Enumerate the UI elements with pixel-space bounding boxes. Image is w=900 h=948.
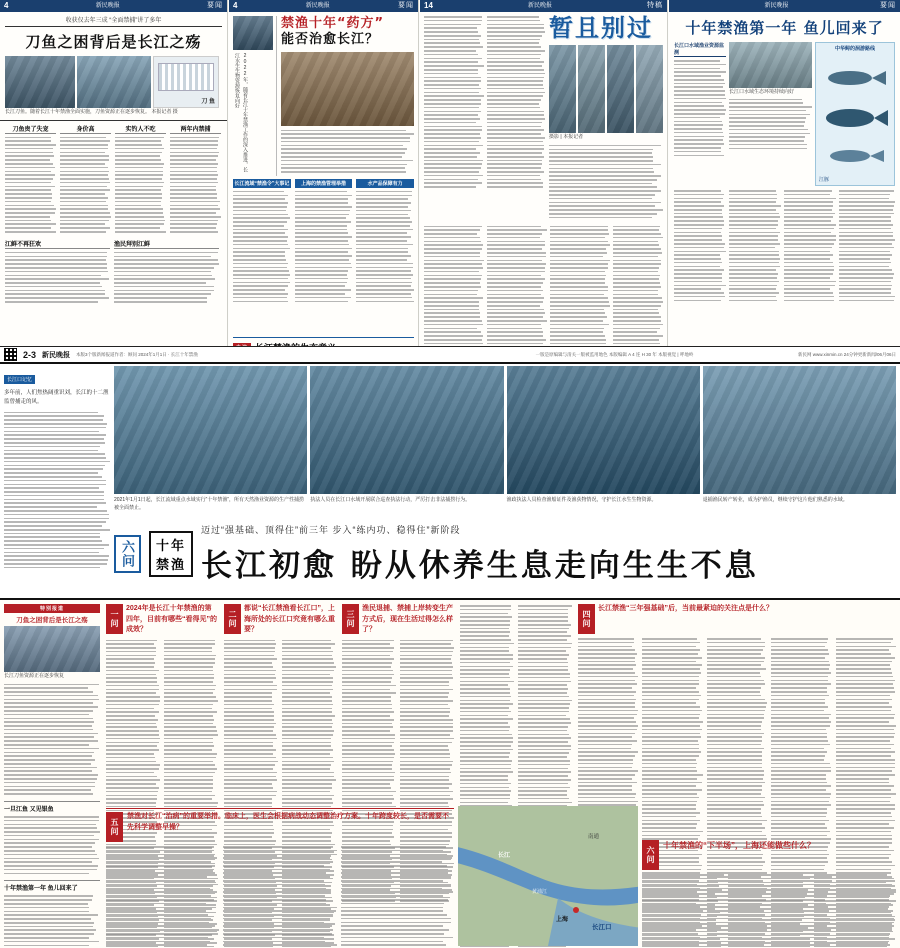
body-text xyxy=(114,251,219,306)
banner-kicker: 迈过“强基础、顶得住”前三年 步入“练内功、稳得住”新阶段 xyxy=(201,525,461,535)
kicker: 收获仅去年三成 “全面禁捕”讲了多年 xyxy=(5,15,222,27)
body-text xyxy=(814,873,896,948)
page-range-label: 2-3 xyxy=(23,349,37,360)
qr-code[interactable] xyxy=(4,348,17,361)
section-label: 特稿 xyxy=(646,2,663,9)
page-number: 4 xyxy=(233,1,238,10)
title: 刀鱼之困背后是长江之殇 xyxy=(16,617,88,624)
banner-headline: 长江初愈 盼从休养生息走向生生不息 xyxy=(201,548,759,584)
photo-caption: 长江口水域生态环境持续向好 xyxy=(729,89,795,95)
masthead: 新民晚报 xyxy=(764,3,789,9)
photo xyxy=(5,56,75,108)
question-title: 都说“长江禁渔看长江口”，上海所处的长江口究竟有哪么重要？ xyxy=(244,605,335,633)
photo-caption: 长江刀鱼资源正在逐步恢复 xyxy=(4,673,65,679)
body-text xyxy=(356,190,414,305)
masthead: 新民晚报 xyxy=(527,3,552,9)
subhead-1: 一旦江鱼 又见银鱼 xyxy=(4,801,100,813)
photo-3 xyxy=(507,366,700,494)
banner-badge-liuwen xyxy=(114,535,141,573)
photo xyxy=(77,56,151,108)
photo xyxy=(281,52,414,126)
body-text xyxy=(642,873,724,948)
section-label: 要闻 xyxy=(207,2,223,9)
masthead: 新民晚报 xyxy=(95,3,120,9)
section-label: 要闻 xyxy=(398,2,414,9)
bottom-spread xyxy=(0,600,900,948)
box-label: 水产品保障有力 xyxy=(356,179,414,188)
question-badge: 一问 xyxy=(106,604,123,634)
page-number: 14 xyxy=(424,1,433,10)
illustration-title: 中华鲟的洄游路线 xyxy=(834,46,875,52)
body-text xyxy=(487,225,547,356)
banner-badge-jinyu xyxy=(149,531,193,577)
intro-title: 多年前，人们焦热阔重识刘，长江的十二渔监曾捕走的风。 xyxy=(4,390,109,406)
body-text xyxy=(729,98,812,153)
body-text xyxy=(5,136,56,236)
intro-tag: 长江口记忆 xyxy=(4,375,35,384)
photo-2 xyxy=(310,366,503,494)
body-text xyxy=(613,225,663,356)
column-title: 长江口水域渔业资源监测 xyxy=(674,43,725,56)
question-badge: 四问 xyxy=(578,604,595,634)
map-label-river: 长江 xyxy=(498,853,511,859)
publication-name: 新民晚报 xyxy=(42,351,71,359)
subhead: 两年内禁捕 xyxy=(170,124,221,134)
badge-text: 六问 xyxy=(120,540,135,568)
question-badge: 二问 xyxy=(224,604,241,634)
badge-line-1: 十年 xyxy=(156,538,187,553)
body-text xyxy=(549,144,663,222)
box-label: 长江流域“禁渔令”大事记 xyxy=(234,180,290,187)
body-text xyxy=(4,894,100,948)
body-text xyxy=(106,845,219,948)
section-label: 要闻 xyxy=(879,2,896,9)
question-badge: 六问 xyxy=(642,840,659,870)
photo xyxy=(233,16,273,50)
body-text xyxy=(674,59,726,159)
headline-line-2: 能否治愈长江？ xyxy=(281,32,380,48)
body-text xyxy=(295,190,353,305)
map-label-nantong: 南通 xyxy=(588,834,600,840)
inset-label: 刀 鱼 xyxy=(201,99,215,105)
photo xyxy=(4,626,100,672)
photo xyxy=(607,45,634,133)
bottom-left-box xyxy=(4,604,100,948)
question-badge: 五问 xyxy=(106,812,123,842)
photo xyxy=(549,45,576,133)
side-column-title: 2022年，随着长江十年禁渔工作的深入推进，长江水生生物资源恢复向好 xyxy=(234,53,248,172)
page-sheet-2 xyxy=(229,0,419,358)
body-text xyxy=(550,225,610,356)
box-label: 上海的禁渔管理举措 xyxy=(295,179,353,188)
body-text xyxy=(4,411,110,572)
question-6 xyxy=(642,840,896,948)
question-badge: 三问 xyxy=(342,604,359,634)
yangtze-map xyxy=(458,806,638,946)
body-text xyxy=(4,683,100,798)
body-text xyxy=(341,845,454,948)
headline: 刀鱼之困背后是长江之殇 xyxy=(25,33,202,51)
body-text xyxy=(839,189,895,304)
body-text xyxy=(674,189,726,304)
page-sheet-4 xyxy=(669,0,900,358)
footer-center: 一版是原编辑与清关一版被监用地色 本版编辑 A 4 连 H 30 年 本版视觉 | 呼地岭 xyxy=(535,351,694,357)
question-title: 渔民退捕、禁捕上岸转变生产方式后，现在生活过得怎么样了？ xyxy=(362,605,453,633)
body-text xyxy=(233,190,291,305)
body-text xyxy=(60,136,111,236)
question-title: 2024年是长江十年禁渔的第四年，目前有哪些“看得见”的成效？ xyxy=(126,605,217,633)
page-header-1 xyxy=(0,0,227,12)
subhead: 身价高 xyxy=(60,124,111,134)
body-text xyxy=(170,136,221,236)
photo xyxy=(729,42,812,88)
body-text xyxy=(784,189,836,304)
photo-caption-2: 执法人员在长江口水域开展联合巡查执法行动，严厉打击非法捕捞行为。 xyxy=(310,497,471,503)
page-header-3 xyxy=(420,0,667,12)
question-title: 禁渔对长江“治病”的重要举措。临床上，医生会根据病战动态调整治疗方案。十年跨度较长，是否需要不先科学调整早操？ xyxy=(127,813,449,831)
page-header-2 xyxy=(229,0,418,12)
body-text xyxy=(728,873,810,948)
body-text xyxy=(5,251,110,306)
subhead-2: 十年禁渔第一年 鱼儿回来了 xyxy=(4,880,100,892)
map-label-estuary: 长江口 xyxy=(592,924,612,931)
photo xyxy=(578,45,605,133)
headline: 十年禁渔第一年 鱼儿回来了 xyxy=(685,19,884,37)
question-title: 十年禁渔的“下半场”，上海还能做些什么？ xyxy=(663,841,815,850)
body-text xyxy=(424,15,484,191)
badge: 特别报道 xyxy=(4,604,100,613)
masthead: 新民晚报 xyxy=(305,3,330,9)
body-text xyxy=(223,845,336,948)
inset-illustration xyxy=(153,56,219,108)
subhead: 实钓人不吃 xyxy=(115,124,166,134)
page-sheet-3 xyxy=(420,0,668,358)
body-text xyxy=(115,136,166,236)
headline-big: 暂且别过 xyxy=(549,14,653,42)
badge-line-2: 禁渔 xyxy=(156,557,187,572)
subhead: 江鲜不再狂欢 xyxy=(5,239,110,249)
photo-caption-4: 退捕渔民转产转业，成为护渔员，继续守护这片他们熟悉的水域。 xyxy=(702,497,848,503)
footer-right: 新民网 www.xinmin.cn 24分钟更新新闻/06月06日 xyxy=(797,351,897,357)
page-number: 4 xyxy=(4,1,9,10)
photo-4 xyxy=(703,366,896,494)
body-text xyxy=(4,815,100,878)
body-text xyxy=(729,189,781,304)
photo-caption-1: 2021年1月1日起，长江流域重点水域实行“十年禁渔”，所有天然渔业资源的生产性捕捞被全面禁止。 xyxy=(114,497,305,511)
subhead: 刀鱼贵了失宠 xyxy=(5,124,56,134)
photo-caption: 长江刀鱼。随着长江十年禁渔全面实施，刀鱼资源正在逐步恢复。 本报记者 摄 xyxy=(5,109,178,115)
illustration-label: 江豚 xyxy=(819,177,830,183)
photo-1 xyxy=(114,366,307,494)
body-text xyxy=(424,225,484,356)
fish-illustration-icon xyxy=(816,52,894,180)
page-sheet-1 xyxy=(0,0,228,358)
mid-band xyxy=(0,362,900,600)
question-5 xyxy=(106,808,454,948)
question-title: 长江禁渔“三年强基础”后，当前最紧迫的关注点是什么？ xyxy=(598,605,773,612)
photo-caption: 摄影 | 本报记者 xyxy=(549,134,584,141)
illustration-panel xyxy=(815,42,895,186)
headline-line-1: 禁渔十年“药方” xyxy=(281,16,385,31)
body-text xyxy=(281,129,414,176)
top-pages-strip xyxy=(0,0,900,360)
midband-intro xyxy=(4,368,110,572)
map-label-huangpu: 黄浦江 xyxy=(532,889,548,895)
map-label-city: 上海 xyxy=(556,917,569,923)
subhead: 渔民拜别江鲜 xyxy=(114,239,219,249)
body-text xyxy=(487,15,547,191)
page-header-4 xyxy=(669,0,900,12)
photo-caption-3: 渔政执法人员检查渔船证件及渔获物情况，守护长江水生生物资源。 xyxy=(506,497,657,503)
photo xyxy=(636,45,663,133)
photo-row xyxy=(114,366,896,494)
feature-banner xyxy=(114,514,896,594)
footer-left: 本版3个版新闻报道作者：顾问 2024年1月1日 · 长江十年禁渔 xyxy=(76,351,198,357)
